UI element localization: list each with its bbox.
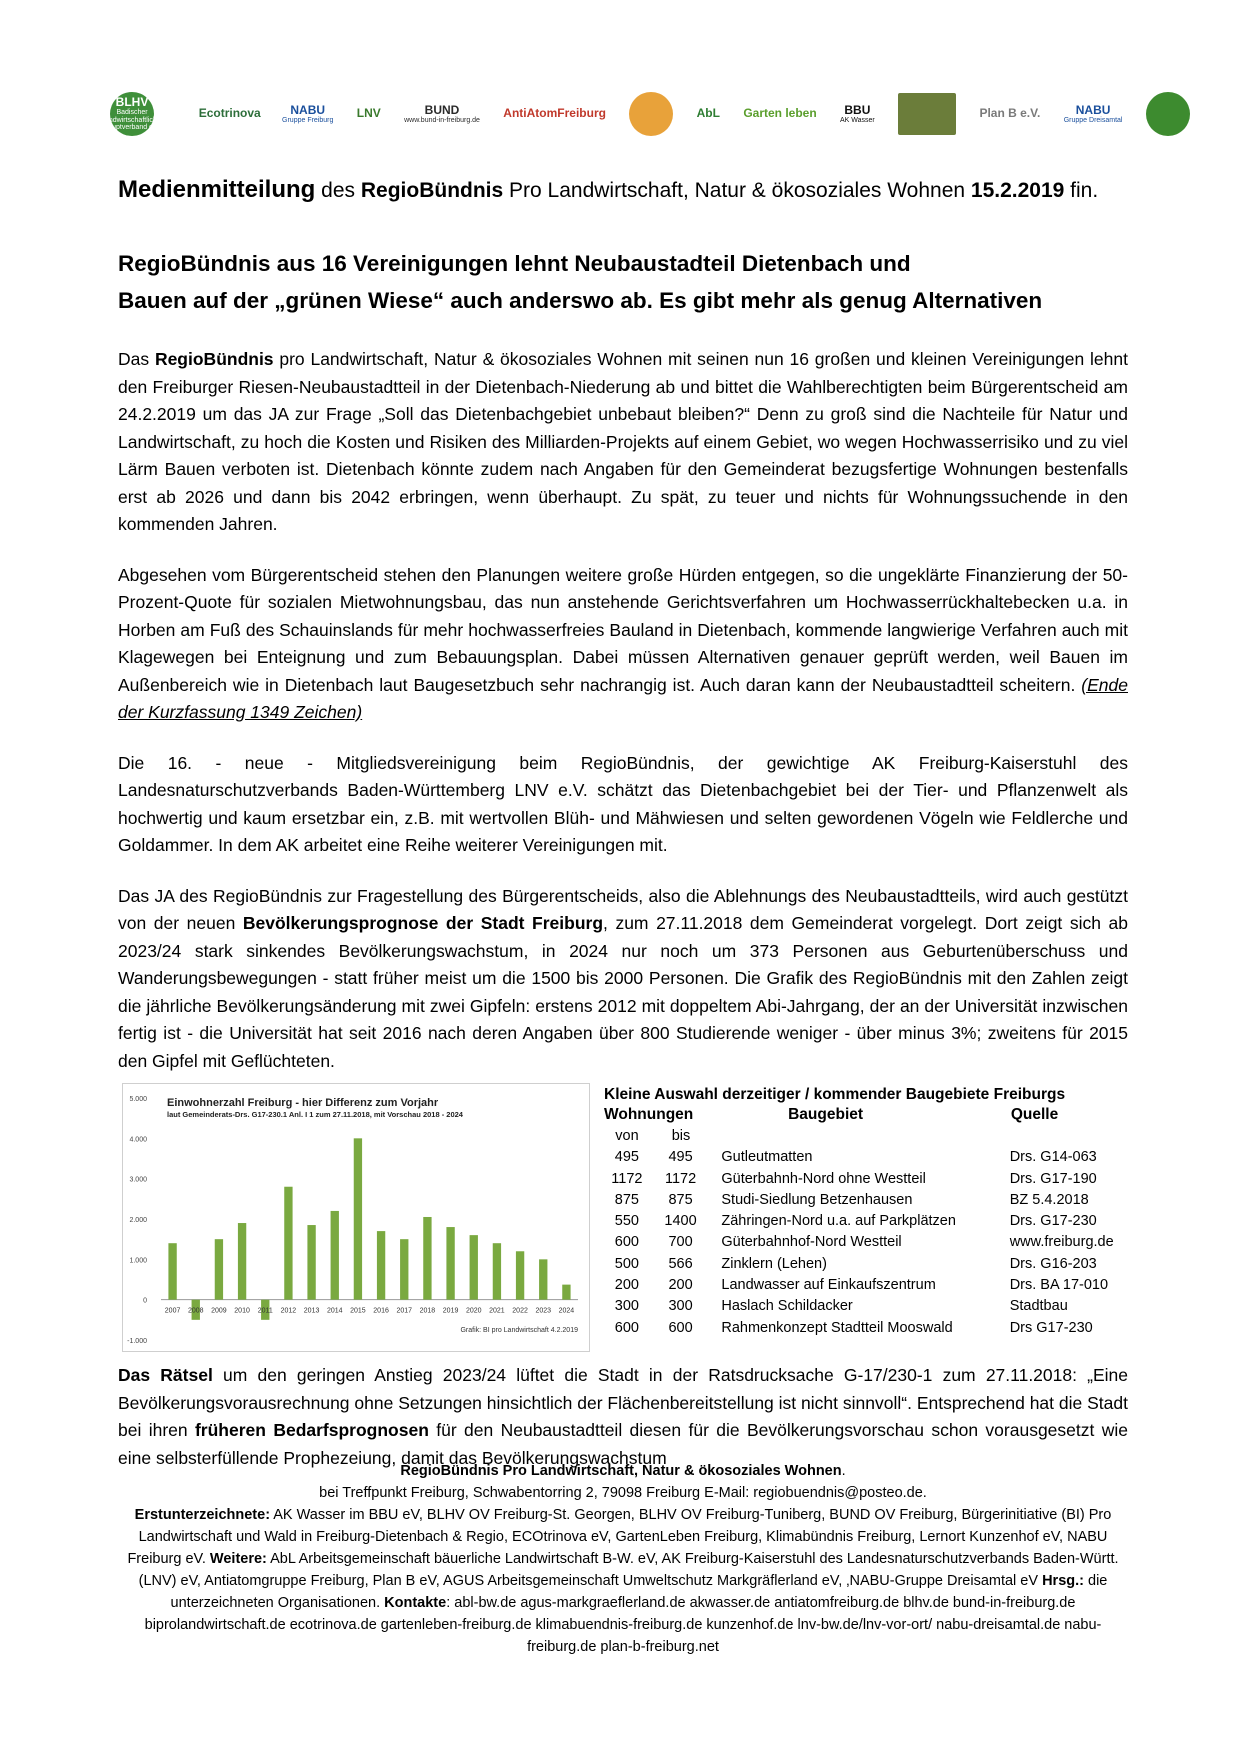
- y-tick-label: 3.000: [129, 1176, 147, 1184]
- blhv-logo-subtext: Badischer Landwirtschaftlicher Hauptverband e.V.: [101, 109, 163, 132]
- x-tick-label: 2015: [350, 1307, 366, 1315]
- cell-bis: 200: [668, 1277, 693, 1294]
- x-tick-label: 2007: [164, 1307, 181, 1315]
- body-text: [118, 346, 1128, 1098]
- nabu-dreisamtal-logo-text: NABU Gruppe Dreisamtal: [1063, 102, 1123, 124]
- y-tick-label: 4.000: [129, 1136, 147, 1144]
- chart-bar-2014: [331, 1211, 339, 1300]
- table-row: [604, 1232, 1129, 1253]
- p5-c: früheren Bedarfsprognosen: [194, 1420, 429, 1440]
- population-chart: [122, 1083, 590, 1352]
- chart-bar-2023: [539, 1259, 547, 1299]
- cell-quelle: Drs. G14-063: [1009, 1149, 1097, 1166]
- gartenleben-logo: [743, 91, 816, 137]
- abl-logo-text: AbL: [696, 106, 720, 121]
- paragraph-1: [118, 346, 1128, 539]
- p2-b: (Ende der Kurzfassung 1349 Zeichen): [118, 674, 1128, 722]
- footer-kontakte-label: Kontakte: [384, 1595, 447, 1611]
- p5-d: für den Neubaustadtteil diesen für die Bevölkerungsvorschau schon vorausgesetzt wie eine selbsterfüllende Prophezeiung, damit das Bevölkerungswachstum: [118, 1420, 1128, 1468]
- paragraph-3: Die 16. - neue - Mitgliedsvereinigung beim RegioBündnis, der gewichtige AK Freiburg-Kaiserstuhl des Landesnaturschutzverbands Baden-Württemberg LNV e.V. schätzt das Dietenbachgebiet bei der Tier- und Pflanzenwelt als hochwertig und kaum ersetzbar ein, z.B. mit wertvollen Blüh- und Mähwiesen und selten gewordenen Vögeln wie Feldlerche und Goldammer. In dem AK arbeitet eine Reihe weiterer Vereinigungen mit.: [118, 752, 1128, 855]
- cell-baugebiet: Haslach Schildacker: [721, 1298, 853, 1315]
- nabu-freiburg-logo-text: NABU Gruppe Freiburg: [282, 102, 334, 124]
- footer-org-dot: .: [841, 1463, 846, 1479]
- cell-quelle: Drs. BA 17-010: [1009, 1277, 1109, 1294]
- blhv-logo: [101, 92, 163, 136]
- y-tick-label: -1.000: [127, 1338, 147, 1345]
- table-header: [604, 1104, 1129, 1125]
- header-rest: Pro Landwirtschaft, Natur & ökosoziales Wohnen: [503, 179, 971, 202]
- footer-kontakte-text: : abl-bw.de agus-markgraeflerland.de akwasser.de antiatomfreiburg.de blhv.de bund-in-freiburg.de biprolandwirtschaft.de ecotrinova.de gartenleben-freiburg.de klimabuendnis-freiburg.de kunzenhof.de lnv-bw.de/lnv-vor-ort/ nabu-dreisamtal.de nabu-freiburg.de plan-b-freiburg.net: [144, 1595, 1102, 1655]
- chart-svg: [123, 1084, 589, 1351]
- cell-von: 500: [614, 1255, 639, 1272]
- x-tick-label: 2011: [257, 1307, 273, 1315]
- cell-quelle: Drs G17-230: [1009, 1319, 1093, 1336]
- footer-address: bei Treffpunkt Freiburg, Schwabentorring 2, 79098 Freiburg E-Mail: regiobuendnis@posteo.de.: [319, 1485, 927, 1501]
- antiatom-freiburg-logo-text: AntiAtomFreiburg: [503, 106, 606, 121]
- x-tick-label: 2024: [558, 1307, 575, 1315]
- footer: [118, 1460, 1128, 1658]
- abl-logo: [697, 91, 720, 137]
- header-von: von: [615, 1127, 639, 1144]
- header-buendnis: RegioBündnis: [360, 179, 504, 202]
- paragraph-2: [118, 562, 1128, 727]
- table-row: [604, 1147, 1129, 1168]
- bund-logo-subtext: www.bund-in-freiburg.de: [404, 116, 480, 124]
- x-tick-label: 2013: [303, 1307, 320, 1315]
- baugebiete-table: [604, 1085, 1129, 1338]
- cell-von: 875: [614, 1191, 639, 1208]
- agus-logo: [898, 93, 956, 135]
- plan-b-logo-text: Plan B e.V.: [979, 106, 1041, 121]
- table-row: [604, 1168, 1129, 1189]
- gartenleben-logo-text: Garten leben: [743, 106, 817, 121]
- nabu-dreisamtal-logo: [1064, 91, 1123, 137]
- header-quelle: Quelle: [1010, 1105, 1059, 1123]
- table-title: Kleine Auswahl derzeitiger / kommender Baugebiete Freiburgs: [604, 1086, 1066, 1103]
- cell-von: 1172: [611, 1170, 643, 1187]
- y-tick-label: 1.000: [129, 1257, 147, 1265]
- table-row: [604, 1253, 1129, 1274]
- lnv-logo: [357, 91, 381, 137]
- p1-b: RegioBündnis: [154, 349, 274, 369]
- x-tick-label: 2012: [280, 1307, 297, 1315]
- cell-von: 300: [614, 1298, 639, 1315]
- header-date: 15.2.2019: [970, 179, 1065, 202]
- p4-c: , zum 27.11.2018 dem Gemeinderat vorgelegt. Dort zeigt sich ab 2023/24 stark sinkendes Bevölkerungswachstum, in 2024 nur noch um 373 Personen aus Geburtenüberschuss und Wanderungsbewegungen - statt früher meist um die 1500 bis 2000 Personen. Die Grafik des RegioBündnis mit den Zahlen zeigt die jährliche Bevölkerungsänderung mit zwei Gipfeln: erstens 2012 mit doppeltem Abi-Jahrgang, der an der Universität inzwischen fertig ist - die Universität hat seit 2016 nach deren Angaben über 800 Studierende weniger - über minus 3%; zweitens für 2015 den Gipfel mit Geflüchteten.: [118, 913, 1129, 1071]
- footer-org: [118, 1460, 1128, 1482]
- cell-quelle: www.freiburg.de: [1009, 1234, 1114, 1251]
- x-tick-label: 2009: [211, 1307, 227, 1315]
- chart-bar-2022: [516, 1251, 524, 1299]
- cell-baugebiet: Güterbahnh-Nord ohne Westteil: [721, 1170, 926, 1187]
- paragraph-5: [118, 1362, 1128, 1472]
- cell-baugebiet: Studi-Siedlung Betzenhausen: [721, 1191, 913, 1208]
- header-baugebiet: Baugebiet: [788, 1105, 864, 1123]
- headline: [118, 245, 1042, 319]
- cell-baugebiet: Gutleutmatten: [721, 1149, 813, 1166]
- table-row: [604, 1317, 1129, 1338]
- chart-title: Einwohnerzahl Freiburg - hier Differenz zum Vorjahr: [167, 1097, 439, 1109]
- p1-c: pro Landwirtschaft, Natur & ökosoziales Wohnen mit seinen nun 16 großen und kleinen Vereinigungen lehnt den Freiburger Riesen-Neubaustadtteil in der Dietenbach-Niederung ab und bittet die Wahlberechtigten beim Bürgerentscheid am 24.2.2019 um das JA zur Frage „Soll das Dietenbachgebiet unbebaut bleiben?“ Denn zu groß sind die Nachteile für Natur und Landwirtschaft, zu hoch die Kosten und Risiken des Milliarden-Projekts auf einem Gebiet, wo wegen Hochwasserrisiko und zu viel Lärm Bauen verboten ist. Dietenbach könnte zudem nach Angaben für den Gemeinderat bezugsfertige Wohnungen bestenfalls erst ab 2026 und dann bis 2042 erbringen, wenn überhaupt. Zu spät, zu teuer und nichts für Wohnungssuchende in den kommenden Jahren.: [118, 349, 1128, 534]
- headline-line1: RegioBündnis aus 16 Vereinigungen lehnt Neubaustadteil Dietenbach und: [118, 251, 911, 276]
- cell-bis: 495: [668, 1149, 693, 1166]
- table-row: [604, 1296, 1129, 1317]
- cell-baugebiet: Zinklern (Lehen): [721, 1255, 827, 1272]
- footer-hrsg-text: die unterzeichneten Organisationen.: [170, 1573, 1108, 1611]
- blhv-logo-text: BLHV Badischer Landwirtschaftlicher Hauptverband e.V.: [101, 94, 163, 132]
- chart-subtitle: laut Gemeinderats-Drs. G17-230.1 Anl. I 1 zum 27.11.2018, mit Vorschau 2018 - 2024: [167, 1110, 463, 1119]
- x-tick-label: 2018: [419, 1307, 436, 1315]
- cell-quelle: Drs. G16-203: [1009, 1255, 1097, 1272]
- cell-quelle: Drs. G17-230: [1009, 1213, 1097, 1230]
- p1-a: Das: [118, 349, 155, 369]
- antiatom-freiburg-logo: [503, 91, 606, 137]
- chart-bar-2021: [493, 1243, 501, 1299]
- cell-bis: 700: [668, 1234, 693, 1251]
- p2-a: Abgesehen vom Bürgerentscheid stehen den Planungen weitere große Hürden entgegen, so die ungeklärte Finanzierung der 50-Prozent-Quote für sozialen Mietwohnungsbau, das nun anstehende Gerichtsverfahren um Hochwasserrückhaltebecken u.a. in Horben am Fuß des Schauinslands für mehr hochwasserfreies Bauland in Dietenbach, kommende langwierige Verfahren auch mit Klagewegen bei Enteignung und zum Bebauungsplan. Dabei müssen Alternativen genauer geprüft werden, weil Bauen im Außenbereich wie in Dietenbach laut Baugesetzbuch sehr nachrangig ist. Auch daran kann der Neubaustadtteil scheitern.: [118, 564, 1128, 695]
- lnv-logo-text: LNV: [356, 106, 381, 121]
- chart-bar-2019: [446, 1227, 454, 1300]
- cell-von: 200: [614, 1277, 639, 1294]
- cell-bis: 566: [668, 1255, 693, 1272]
- footer-erst-label: Erstunterzeichnete:: [134, 1507, 271, 1523]
- cell-von: 550: [614, 1213, 639, 1230]
- footer-hrsg-label: Hrsg.:: [1042, 1573, 1084, 1589]
- x-tick-label: 2019: [442, 1307, 459, 1315]
- p5-a: Das Rätsel: [118, 1365, 213, 1385]
- cell-quelle: Drs. G17-190: [1009, 1170, 1097, 1187]
- p4-a: Das JA des RegioBündnis zur Fragestellung des Bürgerentscheids, also die Ablehnungs des Neubaustadtteils, wird auch gestützt von der neuen: [118, 885, 1128, 933]
- x-tick-label: 2008: [187, 1307, 204, 1315]
- x-tick-label: 2017: [396, 1307, 413, 1315]
- chart-credit: Grafik: BI pro Landwirtschaft 4.2.2019: [460, 1327, 578, 1334]
- bund-logo: [404, 91, 480, 137]
- header-medien: Medienmitteilung: [118, 176, 316, 203]
- table-row: [604, 1274, 1129, 1295]
- chart-bar-2024: [562, 1285, 570, 1300]
- bund-logo-text: BUND www.bund-in-freiburg.de: [404, 102, 480, 124]
- cell-baugebiet: Zähringen-Nord u.a. auf Parkplätzen: [721, 1213, 956, 1230]
- cell-bis: 300: [668, 1298, 693, 1315]
- chart-bar-2017: [400, 1239, 408, 1300]
- footer-erst-text: AK Wasser im BBU eV, BLHV OV Freiburg-St. Georgen, BLHV OV Freiburg-Tuniberg, BUND OV Freiburg, Bürgerinitiative (BI) Pro Landwirtschaft und Wald in Freiburg-Dietenbach & Regio, ECOtrinova eV, GartenLeben Freiburg, Klimabündnis Freiburg, Lernort Kunzenhof eV, NABU Freiburg eV.: [127, 1507, 1112, 1567]
- footer-signers: [118, 1504, 1128, 1658]
- header-line: [118, 176, 1098, 204]
- chart-bar-2018: [423, 1217, 431, 1300]
- cell-bis: 1172: [664, 1170, 697, 1187]
- x-tick-label: 2016: [373, 1307, 389, 1315]
- header-des: des: [315, 179, 361, 202]
- headline-line2: Bauen auf der „grünen Wiese“ auch anderswo ab. Es gibt mehr als genug Alternativen: [118, 288, 1043, 313]
- chart-bar-2013: [307, 1225, 315, 1300]
- p5-b: um den geringen Anstieg 2023/24 lüftet die Stadt in der Ratsdrucksache G-17/230-1 zum 27.11.2018: „Eine Bevölkerungsvorausrechnung ohne Setzungen hinsichtlich der Flächenbereitstellung ist nicht sinnvoll“. Entsprechend hat die Stadt bei ihren: [118, 1365, 1129, 1440]
- cell-baugebiet: Landwasser auf Einkaufszentrum: [721, 1277, 936, 1294]
- cell-von: 600: [614, 1234, 639, 1251]
- ak-wasser-bbu-logo-text: BBU AK Wasser: [840, 102, 875, 124]
- x-tick-label: 2014: [326, 1307, 343, 1315]
- footer-weitere-label: Weitere:: [209, 1551, 267, 1567]
- chart-bar-2012: [284, 1187, 292, 1300]
- ecotrinova-logo: [198, 93, 261, 135]
- chart-bar-2015: [354, 1138, 362, 1299]
- chart-bar-2009: [215, 1239, 223, 1300]
- paragraph-4: [118, 883, 1128, 1076]
- header-bis: bis: [671, 1127, 691, 1144]
- y-tick-label: 0: [143, 1297, 147, 1305]
- cell-von: 600: [614, 1319, 639, 1336]
- klimabuendnis-logo: [629, 92, 673, 136]
- x-tick-label: 2021: [489, 1307, 505, 1315]
- table-rows: [604, 1147, 1129, 1339]
- ecotrinova-logo-text: Ecotrinova: [198, 106, 261, 121]
- nabu-freiburg-logo-subtext: Gruppe Freiburg: [282, 116, 334, 124]
- chart-bar-2020: [470, 1235, 478, 1300]
- x-tick-label: 2020: [465, 1307, 482, 1315]
- footer-org-name: RegioBündnis Pro Landwirtschaft, Natur & ökosoziales Wohnen: [400, 1463, 842, 1479]
- logo-row: [101, 84, 1190, 144]
- footer-weitere-text: AbL Arbeitsgemeinschaft bäuerliche Landwirtschaft B-W. eV, AK Freiburg-Kaiserstuhl des Landesnaturschutzverbands Baden-Württ. (LNV) eV, Antiatomgruppe Freiburg, Plan B eV, AGUS Arbeitsgemeinschaft Umweltschutz Markgräflerland eV, ‚NABU-Gruppe Dreisamtal eV: [138, 1551, 1119, 1589]
- cell-quelle: BZ 5.4.2018: [1009, 1191, 1089, 1208]
- header-wohnungen: Wohnungen: [604, 1105, 694, 1123]
- plan-b-logo: [979, 91, 1040, 137]
- nabu-freiburg-logo: [282, 91, 333, 137]
- cell-baugebiet: Rahmenkonzept Stadtteil Mooswald: [721, 1319, 953, 1336]
- cell-baugebiet: Güterbahnhof-Nord Westteil: [721, 1234, 902, 1251]
- ak-wasser-bbu-logo-subtext: AK Wasser: [840, 116, 875, 124]
- chart-bar-2016: [377, 1231, 385, 1300]
- y-tick-label: 2.000: [129, 1217, 147, 1224]
- table-row: [604, 1189, 1129, 1210]
- y-tick-label: 5.000: [129, 1096, 147, 1103]
- cell-quelle: Stadtbau: [1009, 1298, 1068, 1315]
- ak-wasser-bbu-logo: [840, 91, 875, 137]
- x-tick-label: 2010: [234, 1307, 250, 1315]
- cell-bis: 875: [668, 1191, 693, 1208]
- header-fin: fin.: [1064, 179, 1099, 202]
- chart-bar-2007: [168, 1243, 176, 1299]
- table-row: [604, 1210, 1129, 1231]
- x-tick-label: 2022: [512, 1307, 528, 1315]
- lernort-kunzenhof-logo: [1146, 92, 1190, 136]
- nabu-dreisamtal-logo-subtext: Gruppe Dreisamtal: [1063, 116, 1123, 124]
- cell-von: 495: [614, 1149, 639, 1166]
- cell-bis: 600: [668, 1319, 693, 1336]
- x-tick-label: 2023: [535, 1307, 552, 1315]
- chart-bar-2010: [238, 1223, 246, 1300]
- p4-b: Bevölkerungsprognose der Stadt Freiburg: [242, 913, 604, 933]
- table-subheader: [604, 1125, 1129, 1146]
- cell-bis: 1400: [664, 1213, 697, 1230]
